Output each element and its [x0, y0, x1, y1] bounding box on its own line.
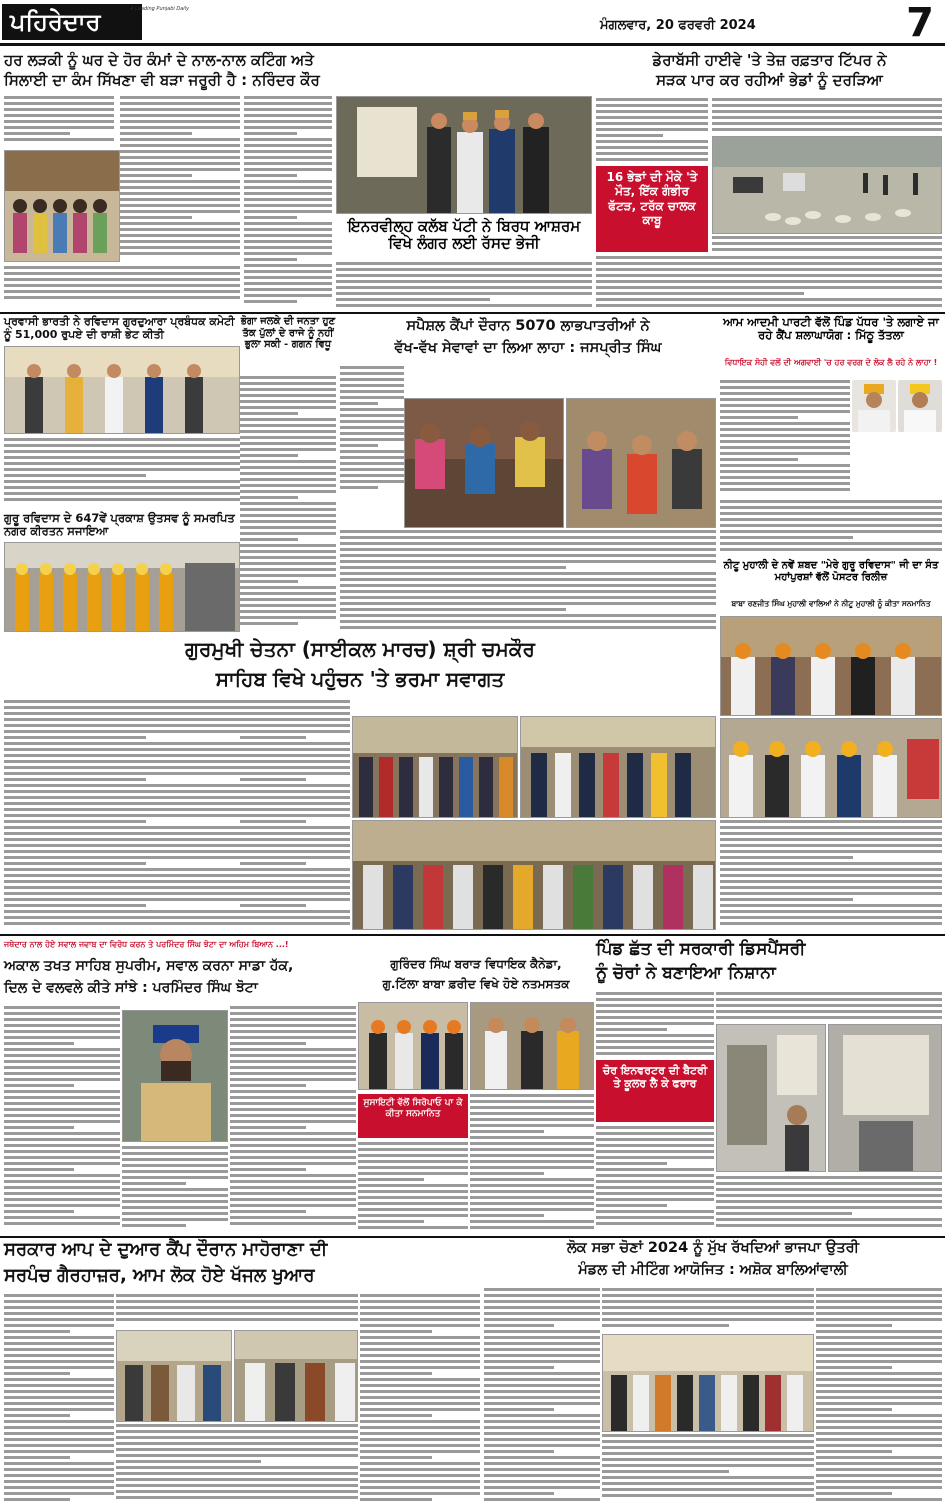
- article-13-body-col3: [596, 1126, 714, 1232]
- article-15-headline-line2: ਮੰਡਲ ਦੀ ਮੀਟਿੰਗ ਆਯੋਜਿਤ : ਅਸ਼ੋਕ ਬਾਲਿਆਂਵਾਲੀ: [578, 1262, 848, 1278]
- article-2-body-col2: [596, 256, 942, 310]
- article-2-headline-line2: ਸੜਕ ਪਾਰ ਕਰ ਰਹੀਆਂ ਭੇਡਾਂ ਨੂੰ ਦਰੜਿਆ: [656, 71, 883, 89]
- article-1-body: [4, 96, 114, 146]
- article-6-headline-line1: ਸਪੈਸ਼ਲ ਕੈਂਪਾਂ ਦੌਰਾਨ 5070 ਲਾਭਪਾਤਰੀਆਂ ਨੇ: [406, 318, 650, 334]
- article-8-photo: [4, 542, 240, 632]
- article-1-body-col3: [4, 266, 240, 304]
- article-12-photo-2: [470, 1002, 594, 1090]
- article-6-body: [340, 366, 404, 496]
- article-13-body-col4: [716, 1176, 942, 1232]
- article-1-body-col4: [244, 96, 332, 308]
- article-7-headline: ਆਮ ਆਦਮੀ ਪਾਰਟੀ ਵੱਲੋਂ ਪਿੰਡ ਪੱਧਰ 'ਤੇ ਲਗਾਏ ਜਾ ਰਹੇ ਕੈਂਪ ਸ਼ਲਾਘਾਯੋਗ : ਮਿੱਠੂ ਤੱਤਲਾ: [723, 315, 939, 343]
- article-10-photo-2: [520, 716, 716, 818]
- article-1-headline-line2: ਸਿਲਾਈ ਦਾ ਕੰਮ ਸਿੱਖਣਾ ਵੀ ਬੜਾ ਜਰੂਰੀ ਹੈ : ਨਰਿੰਦਰ ਕੌਰ: [4, 71, 320, 89]
- article-6-headline-line2: ਵੱਖ-ਵੱਖ ਸੇਵਾਵਾਂ ਦਾ ਲਿਆ ਲਾਹਾ : ਜਸਪ੍ਰੀਤ ਸਿੰਘ: [394, 340, 662, 356]
- article-12-body: [358, 1142, 468, 1232]
- article-2-body-bottom: [712, 236, 942, 258]
- article-12-headline-line2: ਗੁ.ਟਿੱਲਾ ਬਾਬਾ ਫ਼ਰੀਦ ਵਿਖੇ ਹੋਏ ਨਤਮਸਤਕ: [382, 977, 570, 991]
- article-6-photo-2: [566, 398, 716, 528]
- article-12-body-col2: [470, 1094, 594, 1232]
- article-6-photo-1: [404, 398, 564, 528]
- article-2-highlight-box: 16 ਭੇਡਾਂ ਦੀ ਮੌਕੇ 'ਤੇ ਮੌਤ, ਇੱਕ ਗੰਭੀਰ ਫੱਟੜ, ਟਰੱਕ ਚਾਲਕ ਕਾਬੂ: [596, 166, 708, 252]
- article-3-headline: ਇਨਰਵੀਲ੍ਹ ਕਲੱਬ ਪੱਟੀ ਨੇ ਬਿਰਧ ਆਸ਼ਰਮ ਵਿਖੇ ਲੰਗਰ ਲਈ ਰੱਸਦ ਭੇਜੀ: [347, 217, 581, 253]
- newspaper-logo: ਪਹਿਰੇਦਾਰ: [2, 4, 142, 40]
- article-4-headline: ਪ੍ਰਵਾਸੀ ਭਾਰਤੀ ਨੇ ਰਵਿਦਾਸ ਗੁਰਦੁਆਰਾ ਪ੍ਰਬੰਧਕ ਕਮੇਟੀ ਨੂੰ 51,000 ਰੁਪਏ ਦੀ ਰਾਸ਼ੀ ਭੇਟ ਕੀਤੀ: [4, 315, 235, 341]
- article-2-photo: [712, 136, 942, 234]
- article-11-kicker: ਜਥੇਦਾਰ ਨਾਲ ਹੋਏ ਸਵਾਲ ਜਵਾਬ ਦਾ ਵਿਰੋਧ ਕਰਨ ਤੇ ਪਰਮਿੰਦਰ ਸਿੰਘ ਝੋਟਾ ਦਾ ਅਹਿਮ ਬਿਆਨ ...!: [4, 940, 289, 949]
- article-10-photo-1: [352, 716, 518, 818]
- article-10-body: [4, 700, 240, 930]
- article-7-portrait-1: [852, 380, 896, 432]
- article-7-body-col2: [720, 500, 942, 554]
- article-9-subheadline: ਬਾਬਾ ਰਣਜੀਤ ਸਿੰਘ ਮੁਹਾਲੀ ਵਾਲਿਆਂ ਨੇ ਨੀਟੂ ਮੁਹਾਲੀ ਨੂੰ ਕੀਤਾ ਸਨਮਾਨਿਤ: [731, 599, 931, 608]
- article-15-body: [484, 1288, 600, 1504]
- article-2-headline-line1: ਡੇਰਾਬੱਸੀ ਹਾਈਵੇ 'ਤੇ ਤੇਜ਼ ਰਫ਼ਤਾਰ ਟਿੱਪਰ ਨੇ: [652, 51, 887, 69]
- article-9-photo-2: [720, 718, 942, 818]
- article-9-body: [720, 820, 942, 930]
- newspaper-tagline: A Leading Punjabi Daily: [130, 6, 190, 12]
- article-7-subheadline: ਵਿਧਾਇਕ ਸੋਹੀ ਵਲੋਂ ਦੀ ਅਗਵਾਈ 'ਚ ਹਰ ਵਰਗ ਦੇ ਲੋਕ ਲੈ ਰਹੇ ਨੇ ਲਾਹਾ !: [724, 358, 938, 367]
- article-13-headline-line2: ਨੂੰ ਚੋਰਾਂ ਨੇ ਬਣਾਇਆ ਨਿਸ਼ਾਨਾ: [596, 963, 776, 983]
- article-13-body: [596, 992, 714, 1058]
- article-5-headline: ਭੋਗਾ ਜਲਕੇ ਦੀ ਜਨਤਾ ਹੁਣ ਤੱਕ ਪੁੱਲਾਂ ਦੇ ਰਾਜੇ ਨੂੰ ਨਹੀਂ ਭੁਲਾ ਸਕੀ - ਗਗਨ ਵਿਧੂ: [240, 316, 336, 350]
- article-1-body-col2: [120, 96, 240, 258]
- page-number: 7: [906, 0, 934, 46]
- section-divider: [0, 312, 945, 314]
- article-15-body-col2: [602, 1288, 814, 1332]
- article-11-body: [4, 1006, 120, 1232]
- article-3-body: [336, 262, 592, 310]
- article-12-headline-line1: ਗੁਰਿੰਦਰ ਸਿੰਘ ਬਰਾੜ ਵਿਧਾਇਕ ਕੈਨੇਡਾ,: [390, 957, 562, 971]
- article-15-body-col4: [816, 1288, 942, 1504]
- article-12-photo-1: [358, 1002, 468, 1090]
- article-10-headline-line1: ਗੁਰਮੁਖੀ ਚੇਤਨਾ (ਸਾਈਕਲ ਮਾਰਚ) ਸ਼੍ਰੀ ਚਮਕੌਰ: [185, 637, 535, 661]
- article-14-photo-2: [234, 1330, 358, 1422]
- article-15-photo: [602, 1334, 814, 1432]
- article-14-headline-line1: ਸਰਕਾਰ ਆਪ ਦੇ ਦੁਆਰ ਕੈਂਪ ਦੌਰਾਨ ਮਾਹੋਰਾਣਾ ਦੀ: [4, 1239, 328, 1260]
- article-15-headline-line1: ਲੋਕ ਸਭਾ ਚੋਣਾਂ 2024 ਨੂੰ ਮੁੱਖ ਰੱਖਦਿਆਂ ਭਾਜਪਾ ਉਤਰੀ: [567, 1240, 859, 1256]
- article-7-portrait-2: [898, 380, 942, 432]
- section-divider-3: [0, 1236, 945, 1238]
- article-15-body-col3: [602, 1434, 814, 1504]
- article-13-body-col2: [716, 992, 942, 1022]
- article-5-body: [240, 376, 336, 632]
- article-14-photo-1: [116, 1330, 232, 1422]
- article-14-headline-line2: ਸਰਪੰਚ ਗੈਰਹਾਜ਼ਰ, ਆਮ ਲੋਕ ਹੋਏ ਖੱਜਲ ਖੁਆਰ: [4, 1265, 315, 1286]
- article-11-photo: [122, 1010, 228, 1142]
- article-4-body: [4, 438, 240, 508]
- article-3-photo: [336, 96, 592, 214]
- article-14-body-col4: [360, 1294, 480, 1504]
- article-1-headline-line1: ਹਰ ਲੜਕੀ ਨੂੰ ਘਰ ਦੇ ਹੋਰ ਕੰਮਾਂ ਦੇ ਨਾਲ-ਨਾਲ ਕਟਿੰਗ ਅਤੇ: [4, 51, 314, 69]
- article-13-headline-line1: ਪਿੰਡ ਛੱਤ ਦੀ ਸਰਕਾਰੀ ਡਿਸਪੈਂਸਰੀ: [596, 939, 806, 959]
- article-6-body-col2: [340, 530, 716, 632]
- article-8-headline: ਗੁਰੂ ਰਵਿਦਾਸ ਦੇ 647ਵੇਂ ਪ੍ਰਕਾਸ਼ ਉਤਸਵ ਨੂੰ ਸਮਰਪਿਤ ਨਗਰ ਕੀਰਤਨ ਸਜਾਇਆ: [4, 511, 235, 539]
- article-10-headline-line2: ਸਾਹਿਬ ਵਿਖੇ ਪਹੁੰਚਨ 'ਤੇ ਭਰਮਾ ਸਵਾਗਤ: [215, 667, 505, 691]
- article-13-photo-2: [828, 1024, 942, 1172]
- article-14-body-col2: [116, 1294, 358, 1328]
- masthead: [0, 0, 945, 46]
- section-divider-2: [0, 934, 945, 936]
- article-9-photo-1: [720, 616, 942, 716]
- article-10-photo-3: [352, 820, 716, 930]
- article-14-body-col3: [116, 1424, 358, 1504]
- article-1-photo: [4, 150, 120, 262]
- article-2-body: [596, 98, 708, 164]
- article-4-photo: [4, 346, 240, 434]
- article-13-photo-1: [716, 1024, 826, 1172]
- issue-date: ਮੰਗਲਵਾਰ, 20 ਫਰਵਰੀ 2024: [600, 18, 756, 33]
- article-10-body-col2: [240, 700, 350, 930]
- article-13-highlight-box: ਚੋਰ ਇਨਵਰਟਰ ਦੀ ਬੈਟਰੀ ਤੇ ਕੂਲਰ ਲੈ ਕੇ ਫਰਾਰ: [596, 1060, 714, 1122]
- article-14-body: [4, 1294, 114, 1504]
- article-7-body: [720, 380, 850, 498]
- article-11-headline-line2: ਦਿਲ ਦੇ ਵਲਵਲੇ ਕੀਤੇ ਸਾਂਝੇ : ਪਰਮਿੰਦਰ ਸਿੰਘ ਝੋਟਾ: [4, 980, 258, 996]
- article-2-body-top: [712, 98, 942, 134]
- article-12-highlight-box: ਸੁਸਾਇਟੀ ਵੱਲੋਂ ਸਿਰੋਪਾਓ ਪਾ ਕੇ ਕੀਤਾ ਸਨਮਾਨਿਤ: [358, 1094, 468, 1138]
- article-11-body-col3: [230, 1006, 356, 1232]
- article-9-headline: ਨੀਟੂ ਮੁਹਾਲੀ ਦੇ ਨਵੇਂ ਸ਼ਬਦ "ਮੇਰੇ ਗੁਰੂ ਰਵਿਦਾਸ" ਜੀ ਦਾ ਸੰਤ ਮਹਾਂਪੁਰਸ਼ਾਂ ਵੱਲੋਂ ਪੋਸਟਰ ਰਿਲੀਜ਼: [723, 560, 939, 583]
- article-11-body-col2: [122, 1146, 228, 1232]
- article-11-headline-line1: ਅਕਾਲ ਤਖਤ ਸਾਹਿਬ ਸੁਪਰੀਮ, ਸਵਾਲ ਕਰਨਾ ਸਾਡਾ ਹੱਕ,: [4, 958, 294, 974]
